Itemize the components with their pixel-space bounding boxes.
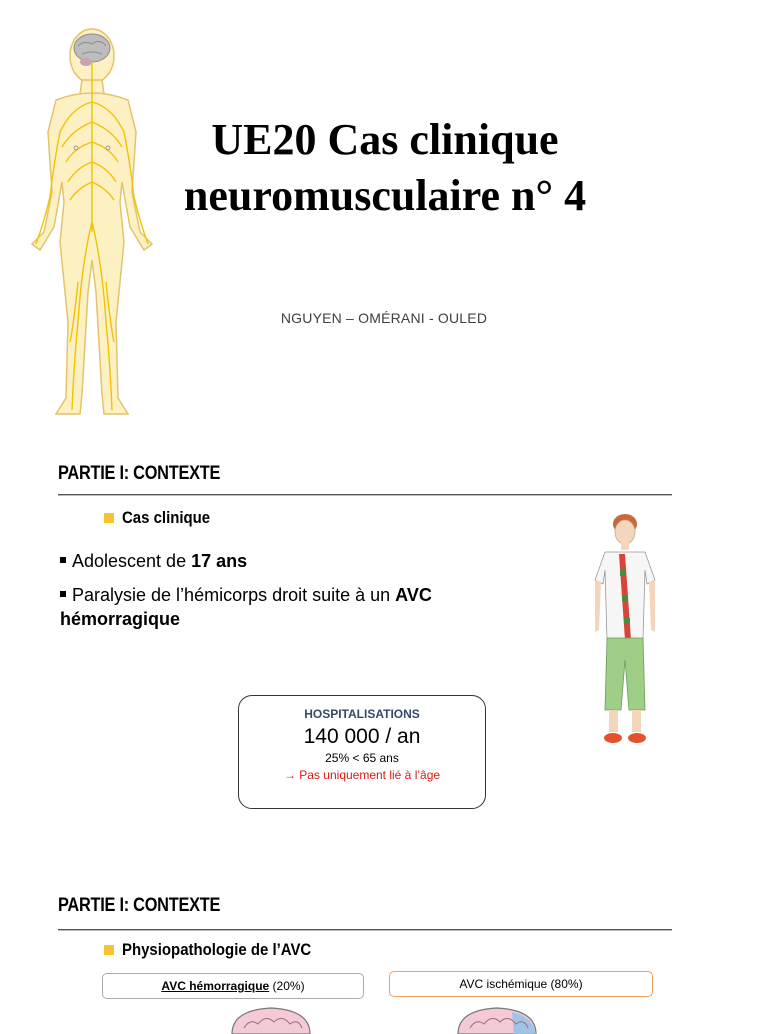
subheading-text: Physiopathologie de l’AVC (122, 940, 312, 959)
bullet-icon (60, 591, 66, 597)
stat-note: → Pas uniquement lié à l’âge (283, 768, 441, 782)
bullet-square-icon (104, 945, 114, 955)
brain-icon (226, 1004, 316, 1034)
bullet-icon (60, 557, 66, 563)
bullet-paralysis (60, 583, 500, 631)
title-line-1: UE20 Cas clinique (211, 115, 559, 164)
bullet-age-value: 17 ans (191, 551, 248, 571)
stat-value: 140 000 / an (303, 725, 421, 748)
stat-subtext: 25% < 65 ans (325, 751, 399, 765)
teenager-illustration (585, 510, 665, 750)
subheading (104, 508, 222, 528)
nervous-system-body-illustration (12, 22, 172, 422)
subheading-text: Cas clinique (122, 508, 211, 527)
bullet-paralysis-text: Paralysie de l’hémicorps droit suite à un (72, 585, 396, 605)
section-header: PARTIE I: CONTEXTE (58, 463, 221, 484)
slide-title (150, 112, 620, 224)
section-header: PARTIE I: CONTEXTE (58, 895, 221, 916)
title-line-2: neuromusculaire n° 4 (183, 171, 587, 220)
avc-hemorrhagic-box (102, 973, 364, 999)
bullet-age (60, 549, 247, 573)
context-slide (0, 440, 768, 860)
avc-hemorrhagic-percent: (20%) (269, 979, 305, 993)
subheading (104, 940, 337, 960)
bullet-age-text: Adolescent de (72, 551, 192, 571)
brain-icon (452, 1004, 542, 1034)
avc-ischemic-box: AVC ischémique (80%) (389, 971, 653, 997)
bullet-square-icon (104, 513, 114, 523)
physiopathology-slide (0, 876, 768, 1024)
bullet-paralysis-diagnosis: AVC hémorragique (60, 585, 432, 629)
header-divider (58, 494, 672, 495)
title-slide (0, 0, 768, 430)
authors: NGUYEN – OMÉRANI - OULED (280, 310, 488, 326)
hospitalisation-stat-box (238, 695, 486, 809)
header-divider (58, 929, 672, 930)
avc-hemorrhagic-label: AVC hémorragique (161, 979, 270, 993)
stat-label: HOSPITALISATIONS (304, 707, 420, 721)
